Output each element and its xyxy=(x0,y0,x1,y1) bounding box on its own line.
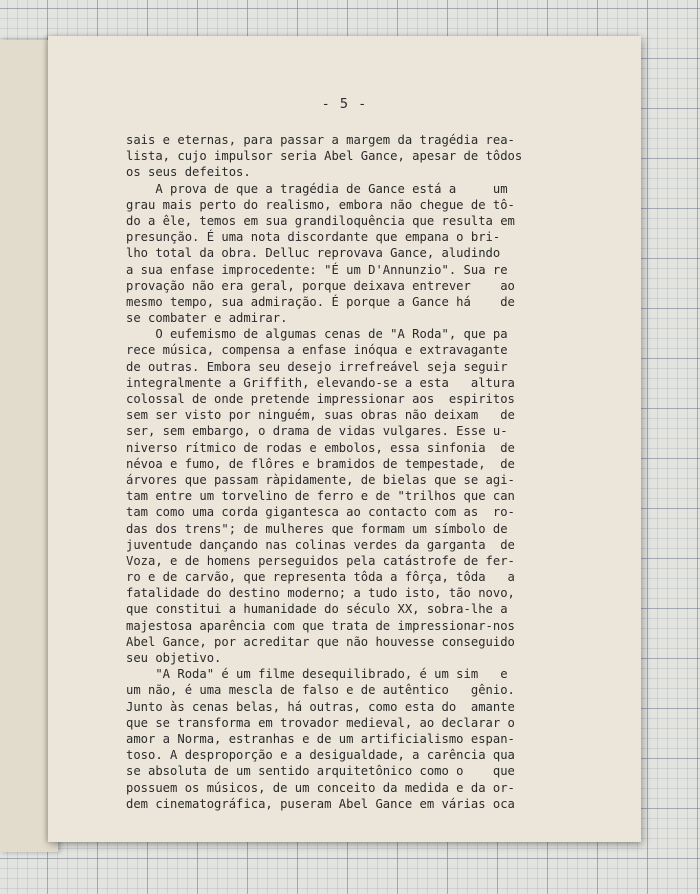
text-line: dem cinematográfica, puseram Abel Gance em várias oca xyxy=(126,796,515,811)
text-line: majestosa aparência com que trata de impressionar-nos xyxy=(126,618,515,633)
text-line: amor a Norma, estranhas e de um artificialismo espan- xyxy=(126,731,515,746)
text-line: grau mais perto do realismo, embora não chegue de tô- xyxy=(126,197,515,212)
text-line: do a êle, temos em sua grandiloquência que resulta em xyxy=(126,213,515,228)
text-line: juventude dançando nas colinas verdes da garganta de xyxy=(126,537,515,552)
text-line: se combater e admirar. xyxy=(126,311,288,326)
text-line: tam entre um torvelino de ferro e de "trilhos que can xyxy=(126,489,515,504)
text-line: colossal de onde pretende impressionar aos espiritos xyxy=(126,392,515,406)
text-line: seu objetivo. xyxy=(126,651,222,665)
text-line: tam como uma corda gigantesca ao contacto com as ro- xyxy=(126,505,515,520)
text-line: fatalidade do destino moderno; a tudo isto, tão novo, xyxy=(126,586,515,601)
text-line: rece música, compensa a enfase inóqua e extravagante xyxy=(126,343,508,358)
text-line: névoa e fumo, de flôres e bramidos de tempestade, de xyxy=(126,456,515,471)
page-number: - 5 - xyxy=(321,96,368,112)
text-line: mesmo tempo, sua admiração. É porque a Gance há de xyxy=(126,294,515,309)
body-text xyxy=(126,132,626,812)
text-line: das dos trens"; de mulheres que formam um símbolo de xyxy=(126,521,508,536)
text-line: que constitui a humanidade do século XX, sobra-lhe a xyxy=(126,602,508,617)
text-line: sem ser visto por ninguém, suas obras não deixam de xyxy=(126,408,515,423)
text-line: O eufemismo de algumas cenas de "A Roda", que pa xyxy=(126,327,508,342)
text-line: de outras. Embora seu desejo irrefreável seja seguir xyxy=(126,359,508,374)
text-line: a sua enfase improcedente: "É um D'Annunzio". Sua re xyxy=(126,262,508,277)
text-line: se absoluta de um sentido arquitetônico como o que xyxy=(126,764,515,779)
text-line: lho total da obra. Delluc reprovava Gance, aludindo xyxy=(126,246,501,261)
text-line: A prova de que a tragédia de Gance está a um xyxy=(126,181,508,196)
text-line: integralmente a Griffith, elevando-se a esta altura xyxy=(126,375,515,390)
text-line: sais e eternas, para passar a margem da tragédia rea- xyxy=(126,133,515,147)
document-page xyxy=(48,36,641,842)
text-line: presunção. É uma nota discordante que empana o bri- xyxy=(126,230,501,245)
text-line: Abel Gance, por acreditar que não houvesse conseguido xyxy=(126,634,515,649)
text-line: Voza, e de homens perseguidos pela catástrofe de fer- xyxy=(126,553,515,568)
text-line: ro e de carvão, que representa tôda a fôrça, tôda a xyxy=(126,570,515,585)
text-line: Junto às cenas belas, há outras, como esta do amante xyxy=(126,699,515,714)
text-line: provação não era geral, porque deixava entrever ao xyxy=(126,278,515,293)
text-line: um não, é uma mescla de falso e de autêntico gênio. xyxy=(126,683,515,698)
text-line: árvores que passam ràpidamente, de bielas que se agi- xyxy=(126,472,515,487)
text-line: lista, cujo impulsor seria Abel Gance, apesar de tôdos xyxy=(126,149,523,164)
text-line: que se transforma em trovador medieval, ao declarar o xyxy=(126,715,515,730)
text-line: os seus defeitos. xyxy=(126,165,251,180)
text-line: niverso rítmico de rodas e embolos, essa sinfonia de xyxy=(126,440,515,455)
text-line: toso. A desproporção e a desigualdade, a carência qua xyxy=(126,748,515,763)
text-line: ser, sem embargo, o drama de vidas vulgares. Esse u- xyxy=(126,424,508,439)
text-line: "A Roda" é um filme desequilibrado, é um sim e xyxy=(126,667,508,682)
text-line: possuem os músicos, de um conceito da medida e da or- xyxy=(126,780,515,795)
